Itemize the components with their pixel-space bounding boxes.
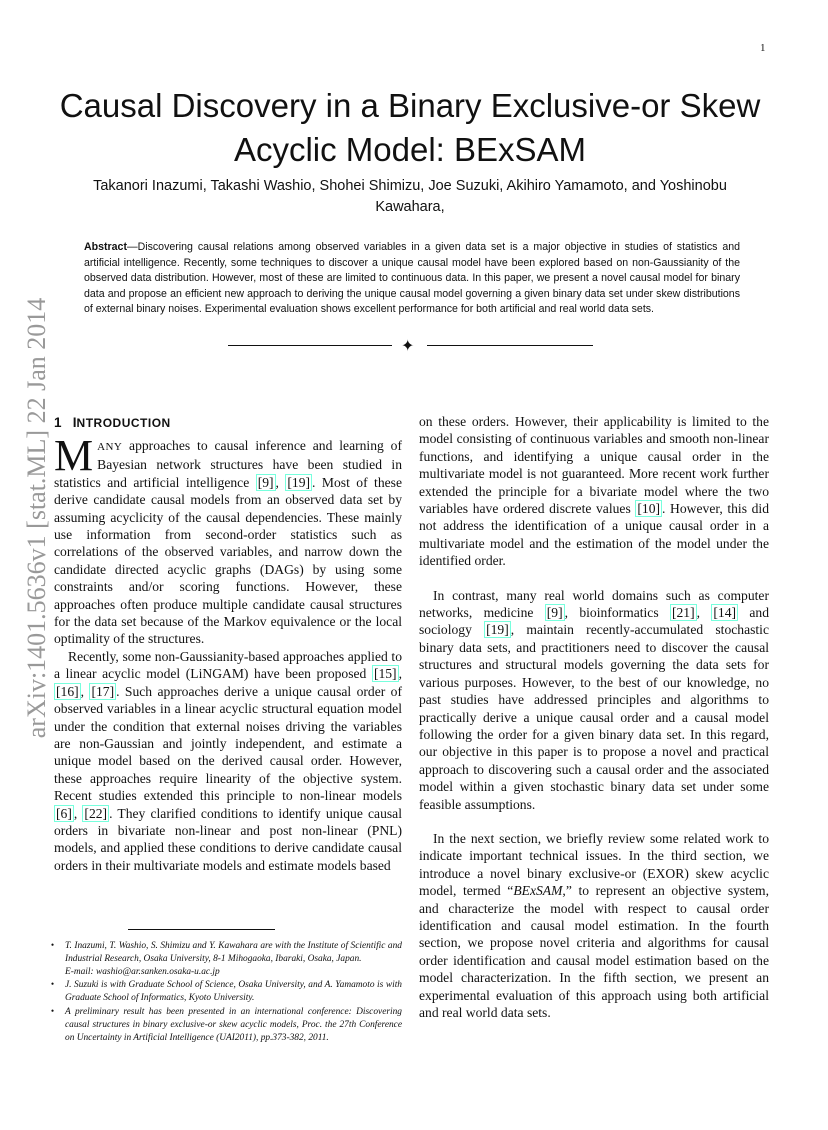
intro-text: , [73,805,83,821]
intro-text: , [80,683,90,699]
arxiv-stamp [22,258,52,778]
body-text: In the next section, we briefly review some related work to indicate important technical issues. In the third section, we introduce a novel binary exclusive-or (EXOR) skew acyclic model, termed “ [419,830,769,899]
arxiv-stamp-text: arXiv:1401.5636v1 [stat.ML] 22 Jan 2014 [22,297,51,739]
citation-link[interactable]: [22] [84,805,108,821]
model-name: BExSAM [513,883,563,899]
footnote-item [40,940,402,978]
intro-paragraph-2 [54,648,402,874]
left-column [54,413,402,874]
body-text: . However, this did not address the identification of a unique causal order in a multivariate model and the estimation of the model under the identified order. [419,501,769,569]
body-text: In contrast, many real world domains such as computer networks, medicine [419,587,769,621]
section-heading [54,413,402,433]
citation-link[interactable]: [21] [671,605,695,621]
body-paragraph-2 [419,587,769,813]
body-text: and sociology [419,605,770,638]
footnote-bullet: • [50,941,55,951]
section-title-rest: NTRODUCTION [76,416,171,430]
body-paragraph-1 [419,413,769,570]
intro-text: . Most of these derive candidate causal models from an observed data set by assuming acyclicity of the causal dependencies. These mainly use information from second-order statistics such as correlations of the observed variables, and narrow down the candidate directed acyclic graphs (DAGs) by using some constraints and/or scoring functions. However, these approaches often produce multiple candidate causal structures for the data set because of the Markov equivalence or the local optimality of the structures. [54,474,402,647]
abstract-label: Abstract [84,241,127,253]
abstract [84,240,740,318]
lead-smallcaps: ANY [97,441,123,453]
footnote-text: A preliminary result has been presented in an international conference: Discovering causal structures in binary exclusive-or skew acyclic models, Proc. the 27th Conference on Uncertainty in Artificial Intelligence (UAI2011), pp.373-382, 2011. [65,1006,402,1043]
intro-text: . They clarified conditions to identify unique causal orders in bivariate non-linear and post non-linear (PNL) models, and applied these conditions to derive candidate causal orders in their multivariate models and estimate models based [54,805,402,873]
footnote-rule [128,929,275,930]
right-column [419,413,769,1021]
body-text: , maintain recently-accumulated stochastic binary data sets, and practitioners need to discover the causal structures and structural models governing the data sets for various purposes. However, to the best of our knowledge, no past studies have addressed principles and algorithms to practically derive a unique causal order and a causal model following the order for a given binary data set. In this regard, our objective in this paper is to propose a novel and practical approach to discovering such a causal order and the associated model within a given stochastic binary data set under some feasible assumptions. [419,622,769,812]
citation-link[interactable]: [9] [546,605,563,621]
separator-line-right [427,345,593,346]
citation-link[interactable]: [19] [486,622,509,638]
intro-text: , [275,474,286,490]
citation-link[interactable]: [16] [56,683,79,699]
separator-line-left [228,345,392,346]
footnote-item [40,1006,402,1044]
citation-link[interactable]: [17] [91,683,115,699]
body-text: ,” to represent an objective system, and characterize the model with respect to causal order identification and causal model estimation. In the fourth section, we propose novel criteria and algorithms for causal order identification and causal model estimation based on the model characterization. In the fifth section, we present an experimental evaluation of this approach using both artificial and real world data sets. [419,883,770,1020]
citation-link[interactable]: [14] [713,605,737,621]
footnote-item [40,979,402,1005]
section-number: 1 [54,415,62,430]
citation-link[interactable]: [15] [373,666,397,682]
citation-link[interactable]: [19] [287,474,311,490]
paragraph-gap [419,813,769,830]
intro-text: , [398,666,402,682]
footnote-body [65,940,402,978]
body-paragraph-3 [419,830,769,1021]
citation-link[interactable]: [10] [637,501,661,517]
abstract-text: —Discovering causal relations among observed variables in a given data set is a major objective in studies of statistics and artificial intelligence. Recently, some techniques to discover a unique causal model have been explored based on non-Gaussianity of the observed data distribution. However, most of these are limited to continuous data. In this paper, we present a novel causal model for binary data and propose an efficient new approach to deriving the unique causal model governing a given binary data set under skew distributions of external binary noises. Experimental evaluation shows excellent performance for both artificial and real world data sets. [84,241,740,315]
drop-cap: M [54,431,94,480]
footnote-text: J. Suzuki is with Graduate School of Science, Osaka University, and A. Yamamoto is with Graduate School of Informatics, Kyoto University. [65,980,402,1004]
footnotes [40,940,402,1045]
intro-paragraph-1 [54,431,402,648]
intro-text: Recently, some non-Gaussianity-based approaches applied to a linear acyclic model (LiNGAM) have been proposed [54,648,402,682]
paragraph-gap [419,570,769,587]
body-text: on these orders. However, their applicability is limited to the model consisting of continuous variables and smooth non-linear functions, and identifying a unique causal order in the multivariate model is not guaranteed. More recent work further extended the principle for a bivariate model where the two variables have ordered discrete values [419,414,769,517]
separator-ornament: ✦ [401,336,415,355]
citation-link[interactable]: [9] [257,474,274,490]
citation-link[interactable]: [6] [56,805,72,821]
page-number: 1 [760,42,766,54]
footnote-text: T. Inazumi, T. Washio, S. Shimizu and Y. Kawahara are with the Institute of Scientific and Industrial Research, Osaka University, 8-1 Mihogaoka, Ibaraki, Osaka, Japan. [65,941,402,964]
section-title-initial: I [72,415,77,430]
body-text: , [696,605,712,621]
footnote-email: E-mail: washio@ar.sanken.osaka-u.ac.jp [65,966,220,977]
intro-text: approaches to causal inference and learning of Bayesian network structures have been studied in statistics and artificial intelligence [54,438,402,490]
body-text: , bioinformatics [564,605,670,621]
paper-title: Causal Discovery in a Binary Exclusive-or Skew Acyclic Model: BExSAM [59,87,761,168]
footnote-bullet: • [50,980,55,991]
footnote-bullet: • [50,1006,55,1017]
intro-text: . Such approaches derive a unique causal order of observed variables in a linear acyclic structural equation model under the condition that external noises driving the variables are non-Gaussian and jointly independent, and estimate a unique model based on the derived causal order. However, these approaches require linearity of the objective system. Recent studies extended this principle to non-linear models [54,683,402,804]
author-list: Takanori Inazumi, Takashi Washio, Shohei Shimizu, Joe Suzuki, Akihiro Yamamoto, and Yoshinobu Kawahara, [93,178,727,215]
